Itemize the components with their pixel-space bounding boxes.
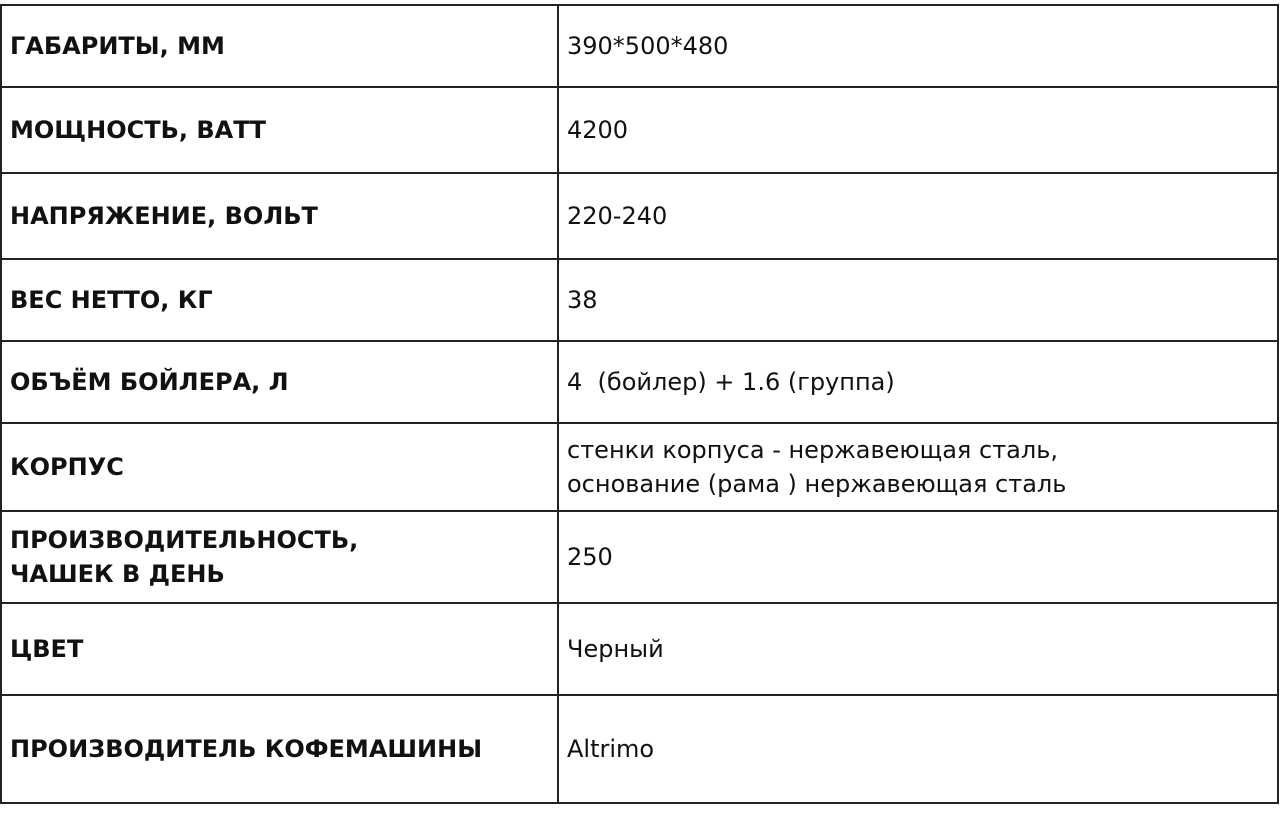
spec-row-color	[1, 603, 1278, 695]
spec-param-label: ОБЪЁМ БОЙЛЕРА, Л	[10, 368, 289, 396]
spec-param-label: ЦВЕТ	[10, 635, 84, 663]
spec-param-label: ГАБАРИТЫ, ММ	[10, 32, 225, 60]
spec-row-body	[1, 423, 1278, 511]
spec-row-power	[1, 87, 1278, 173]
spec-param-cell	[1, 511, 558, 603]
spec-value-cell	[558, 5, 1278, 87]
spec-value-cell	[558, 423, 1278, 511]
spec-param-label: МОЩНОСТЬ, ВАТТ	[10, 116, 266, 144]
spec-param-label: ПРОИЗВОДИТЕЛЬНОСТЬ, ЧАШЕК В ДЕНЬ	[10, 526, 359, 588]
spec-value-text: 38	[567, 286, 598, 314]
spec-param-cell	[1, 173, 558, 259]
spec-value-cell	[558, 341, 1278, 423]
spec-row-capacity	[1, 511, 1278, 603]
spec-value-text: Altrimo	[567, 735, 655, 763]
spec-row-dimensions	[1, 5, 1278, 87]
spec-value-cell	[558, 511, 1278, 603]
spec-value-text: 250	[567, 543, 613, 571]
spec-value-cell	[558, 173, 1278, 259]
spec-param-cell	[1, 259, 558, 341]
spec-param-cell	[1, 341, 558, 423]
specifications-table	[0, 4, 1279, 804]
spec-value-cell	[558, 603, 1278, 695]
spec-row-net-weight	[1, 259, 1278, 341]
spec-param-cell	[1, 603, 558, 695]
spec-param-label: ВЕС НЕТТО, КГ	[10, 286, 213, 314]
spec-param-cell	[1, 695, 558, 803]
spec-value-text: 4200	[567, 116, 629, 144]
spec-value-cell	[558, 259, 1278, 341]
spec-param-cell	[1, 423, 558, 511]
spec-value-text: 220-240	[567, 202, 668, 230]
spec-param-cell	[1, 5, 558, 87]
spec-row-boiler-volume	[1, 341, 1278, 423]
spec-value-text: стенки корпуса - нержавеющая сталь, основание (рама ) нержавеющая сталь	[567, 436, 1067, 498]
spec-value-text: 4 (бойлер) + 1.6 (группа)	[567, 368, 895, 396]
spec-param-cell	[1, 87, 558, 173]
spec-param-label: КОРПУС	[10, 453, 124, 481]
spec-param-label: НАПРЯЖЕНИЕ, ВОЛЬТ	[10, 202, 318, 230]
spec-row-voltage	[1, 173, 1278, 259]
spec-param-label: ПРОИЗВОДИТЕЛЬ КОФЕМАШИНЫ	[10, 735, 483, 763]
spec-value-cell	[558, 695, 1278, 803]
spec-value-text: Черный	[567, 635, 664, 663]
spec-row-manufacturer	[1, 695, 1278, 803]
spec-value-text: 390*500*480	[567, 32, 729, 60]
spec-value-cell	[558, 87, 1278, 173]
